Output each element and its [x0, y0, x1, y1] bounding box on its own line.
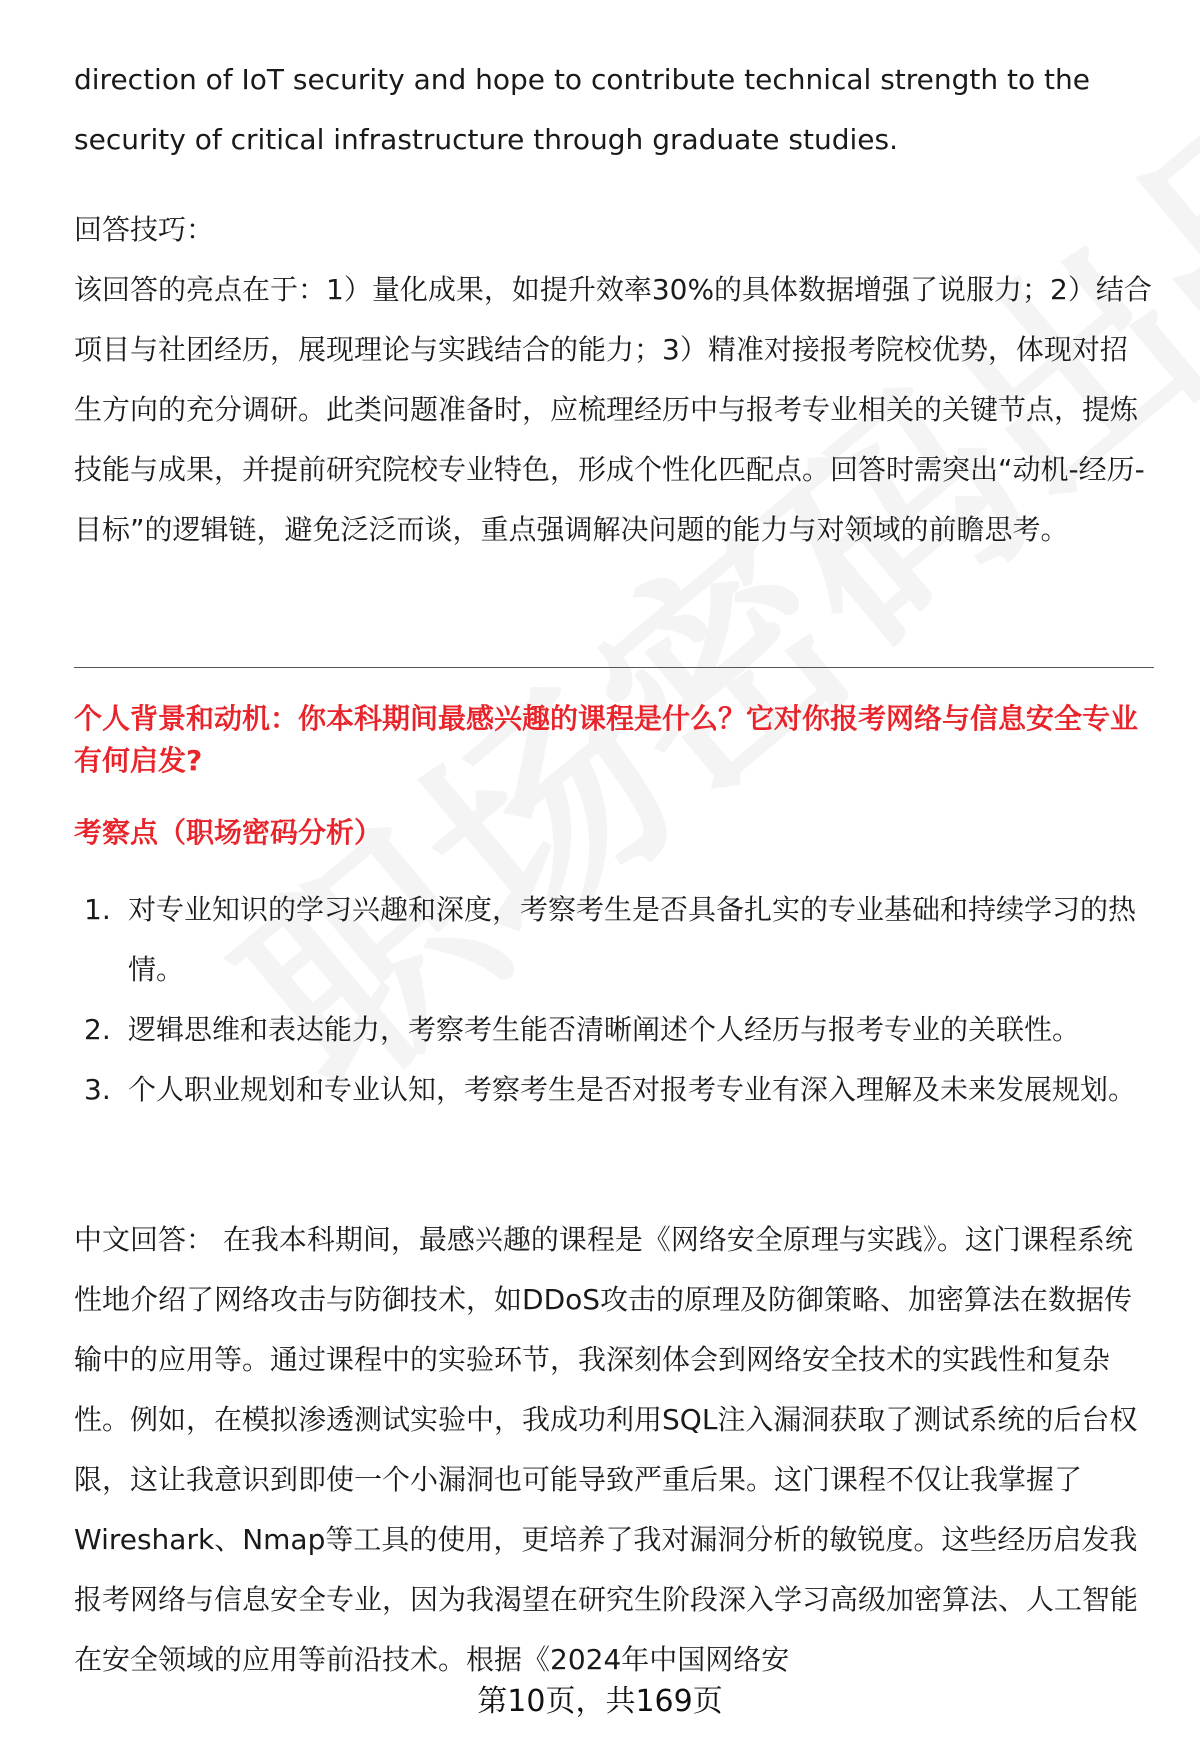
point-number: 1.	[84, 893, 111, 926]
assessment-points	[74, 880, 1154, 1120]
point-text: 逻辑思维和表达能力，考察考生能否清晰阐述个人经历与报考专业的关联性。	[128, 1013, 1081, 1046]
section-divider	[74, 667, 1154, 668]
answer-paragraph: 中文回答： 在我本科期间，最感兴趣的课程是《网络安全原理与实践》。这门课程系统性地介绍了网络攻击与防御技术，如DDoS攻击的原理及防御策略、加密算法在数据传输中的应用等。通过课程中的实验环节，我深刻体会到网络安全技术的实践性和复杂性。例如，在模拟渗透测试实验中，我成功利用SQL注入漏洞获取了测试系统的后台权限，这让我意识到即使一个小漏洞也可能导致严重后果。这门课程不仅让我掌握了Wireshark、Nmap等工具的使用，更培养了我对漏洞分析的敏锐度。这些经历启发我报考网络与信息安全专业，因为我渴望在研究生阶段深入学习高级加密算法、人工智能在安全领域的应用等前沿技术。根据《2024年中国网络安	[74, 1223, 1139, 1676]
assessment-point	[74, 1060, 1154, 1120]
point-text: 对专业知识的学习兴趣和深度，考察考生是否具备扎实的专业基础和持续学习的热情。	[128, 893, 1137, 986]
tips-label: 回答技巧：	[74, 213, 215, 246]
point-number: 3.	[84, 1073, 111, 1106]
question-title: 个人背景和动机：你本科期间最感兴趣的课程是什么？它对你报考网络与信息安全专业有何启发?	[74, 702, 1139, 777]
assessment-point	[74, 1000, 1154, 1060]
page-number: 第10页，共169页	[477, 1684, 723, 1719]
point-number: 2.	[84, 1013, 111, 1046]
assessment-title: 考察点（职场密码分析）	[74, 816, 383, 849]
tips-paragraph: 该回答的亮点在于：1）量化成果，如提升效率30%的具体数据增强了说服力；2）结合项目与社团经历，展现理论与实践结合的能力；3）精准对接报考院校优势，体现对招生方向的充分调研。此类问题准备时，应梳理经历中与报考专业相关的关键节点，提炼技能与成果，并提前研究院校专业特色，形成个性化匹配点。回答时需突出“动机-经历-目标”的逻辑链，避免泛泛而谈，重点强调解决问题的能力与对领域的前瞻思考。	[74, 273, 1152, 546]
assessment-point	[74, 880, 1154, 1000]
point-text: 个人职业规划和专业认知，考察考生是否对报考专业有深入理解及未来发展规划。	[128, 1073, 1137, 1106]
intro-paragraph: direction of IoT security and hope to contribute technical strength to the security of critical infrastructure through graduate studies.	[74, 63, 1091, 156]
